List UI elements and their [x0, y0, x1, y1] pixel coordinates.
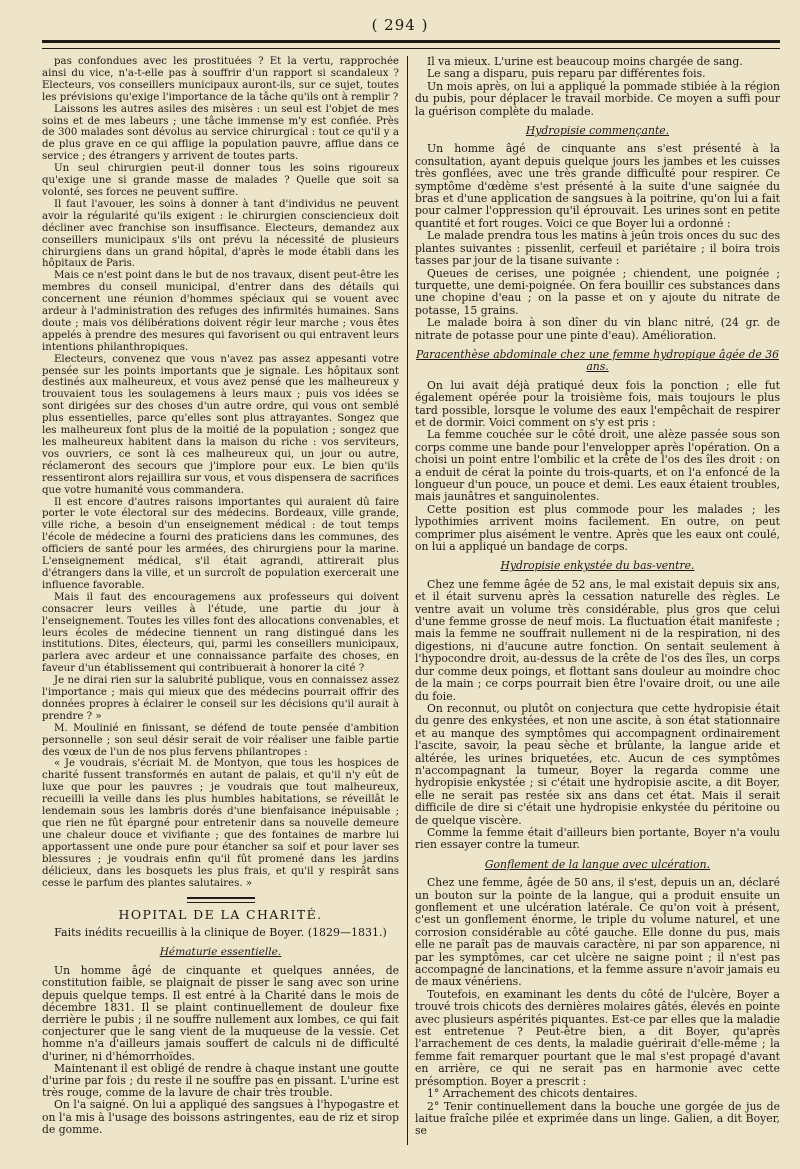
paragraph: Cette position est plus commode pour les malades ; les lypothimies arrivent moins facilement. En outre, on peut comprimer plus aisément le ventre. Après que les eaux ont coulé, on lui a appliqué un bandage de corps. [415, 502, 780, 554]
case-heading: Hématurie essentielle. [159, 946, 282, 959]
paragraph: Le malade prendra tous les matins à jeûn trois onces du suc des plantes suivantes : pissenlit, cerfeuil et pariétaire ; il boira trois tasses par jour de la tisane suivante : [415, 229, 780, 268]
paragraph: Chez une femme, âgée de 50 ans, il s'est, depuis un an, déclaré un bouton sur la pointe de la langue, qui a produit ensuite un gonflement et une ulcération latérale. Ce qu'on voit à présent, c'est un gonflement énorme, le triple du volume naturel, et une corrosion considérable au côté gauche. Elle donne du pus, mais elle ne paraît pas de mauvais caractère, ni par son apparence, ni par les symptômes, car cet ulcère ne saigne point ; il n'est pas accompagné de lancinations, et la femme assure n'avoir jamais eu de maux vénériens. [415, 876, 780, 989]
page-number: ( 294 ) [371, 16, 429, 34]
left-column [42, 56, 399, 1149]
paragraph: Maintenant il est obligé de rendre à chaque instant une goutte d'urine par fois ; du reste il ne souffre pas en pissant. L'urine est très rouge, comme de la lavure de chair très trouble. [42, 1061, 399, 1100]
paragraph: Laissons les autres asiles des misères : un seul est l'objet de mes soins et de mes labeurs ; une tâche immense m'y est confiée. Près de 300 malades sont dévolus au service chirurgical : tout ce qu'il y a de plus grave en ce qui afflige la population pauvre, afflue dans ce service ; des étrangers y arrivent de toutes parts. [42, 103, 399, 163]
column-divider [407, 56, 408, 1145]
paragraph: M. Moulinié en finissant, se défend de toute pensée d'ambition personnelle ; son seul désir serait de voir réaliser une faible partie des vœux de l'un de nos plus fervens philantropes : [42, 722, 399, 758]
paragraph: On lui avait déjà pratiqué deux fois la ponction ; elle fut également opérée pour la troisième fois, mais toujours le plus tard possible, lorsque le volume des eaux l'empêchait de respirer et de dormir. Voici comment on s'y est pris : [415, 378, 780, 429]
case-heading: Hydropisie commençante. [525, 124, 670, 138]
paragraph: 2° Tenir continuellement dans la bouche une gorgée de jus de laitue fraîche pilée et exprimée dans un linge. Galien, a dit Boyer, se [415, 1099, 780, 1138]
paragraph: 1° Arrachement des chicots dentaires. [427, 1087, 638, 1101]
case-heading: Gonflement de la langue avec ulcération. [484, 857, 711, 871]
paragraph: Queues de cerises, une poignée ; chiendent, une poignée ; turquette, une demi-poignée. On fera bouillir ces substances dans une chopine d'eau ; on la passe et on y ajoute du nitrate de potasse, 15 grains. [415, 266, 780, 317]
paragraph: Le sang a disparu, puis reparu par différentes fois. [427, 67, 706, 81]
paragraph: « Je voudrais, s'écriait M. de Montyon, que tous les hospices de charité fussent transformés en autant de palais, et qu'il n'y eût de luxe que pour les pauvres ; je voudrais que tout malheureux, recueilli la veille dans les plus humbles habitations, se réveillât le lendemain sous les lambris dorés d'une bienfaisance inépuisable ; que rien ne fût épargné pour entretenir dans sa nouvelle demeure une chaleur douce et vivifiante ; que des fontaines de marbre lui apportassent une onde pure pour étancher sa soif et pour laver ses blessures ; je voudrais enfin qu'il fût promené dans les jardins délicieux, dans les bosquets les plus frais, et qu'il y respirât sans cesse le parfum des plantes salutaires. » [42, 758, 399, 889]
case-body [42, 965, 399, 1136]
paragraph: Electeurs, convenez que vous n'avez pas assez appesanti votre pensée sur les points importants que je signale. Les hôpitaux sont destinés aux malheureux, et vous avez pensé que les malheureux y trouvaient tous les soulagemens à leurs maux ; puis vos idées se sont dirigées sur des choses d'un autre ordre, qui vous ont semblé plus essentielles, parce qu'elles sont plus attrayantes. Songez que les malheureux font plus de la moitié de la population ; songez que les malheureux habitent dans la maison du riche : vos serviteurs, vos ouvriers, ce sont là ces malheureux qui, un jour ou autre, réclameront des secours que j'implore pour eux. Le bien qu'ils ressentiront alors rejaillira sur vous, et vous dispensera de sacrifices que votre humanité vous commandera. [42, 353, 399, 496]
paragraph: Un homme âgé de cinquante et quelques années, de constitution faible, se plaignait de pisser le sang avec son urine depuis quelque temps. Il est entré à la Charité dans le mois de décembre 1831. Il se plaint continuellement de douleur fixe derrière le pubis ; il ne souffre nullement aux lombes, ce qui fait conjecturer que le sang vient de la muqueuse de la vessie. Cet homme n'a d'ailleurs jamais souffert de calculs ni de difficulté d'uriner, ni d'hémorrhoïdes. [42, 964, 399, 1063]
paragraph: On reconnut, ou plutôt on conjectura que cette hydropisie était du genre des enkystées, et non une ascite, à son état stationnaire et au manque des symptômes qui accompagnent ordinairement l'ascite, savoir, la peau sèche et brûlante, la langue aride et altérée, les urines briquetées, etc. Aucun de ces symptômes n'accompagnant la tumeur, Boyer la regarda comme une hydropisie enkystée ; si c'était une hydropisie ascite, a dit Boyer, elle ne serait pas restée six ans dans cet état. Mais il serait difficile de dire si c'était une hydropisie enkystée du péritoine ou de quelque viscère. [415, 701, 780, 827]
paragraph: Mais ce n'est point dans le but de nos travaux, disent peut-être les membres du conseil municipal, d'entrer dans des détails qui concernent une réunion d'hommes spéciaux qui se vouent avec ardeur à l'administration des refuges des infirmités humaines. Sans doute ; mais vos délibérations doivent régir leur marche ; vous êtes appelés à prendre des mesures qui favorisent ou qui entravent leurs intentions philanthropiques. [42, 270, 399, 353]
section-title: HOPITAL DE LA CHARITÉ. [118, 907, 323, 923]
paragraph: Comme la femme était d'ailleurs bien portante, Boyer n'a voulu rien essayer contre la tumeur. [415, 825, 780, 852]
paragraph: Un seul chirurgien peut-il donner tous les soins rigoureux qu'exige une si grande masse de malades ? Quelle que soit sa volonté, ses forces ne peuvent suffire. [42, 163, 399, 198]
paragraph: Je ne dirai rien sur la salubrité publique, vous en connaissez assez l'importance ; mais qui mieux que des médecins pourrait offrir des données propres à éclairer le conseil sur les décisions qu'il aurait à prendre ? » [42, 675, 399, 722]
paragraph: La femme couchée sur le côté droit, une alèze passée sous son corps comme une bande pour l'envelopper après l'opération. On a choisi un point entre l'ombilic et la crête de l'os des îles droit : on a enduit de cérat la pointe du trois-quarts, et on l'a enfoncé de la longueur d'un pouce, un pouce et demi. Les eaux étaient troubles, mais jaunâtres et sanguinolentes. [415, 428, 780, 504]
paragraph: Chez une femme âgée de 52 ans, le mal existait depuis six ans, et il était survenu après la cessation naturelle des règles. Le ventre avait un volume très considérable, plus gros que celui d'une femme grosse de neuf mois. La fluctuation était manifeste ; mais la femme ne souffrait nullement ni de la respiration, ni des digestions, ni d'aucune autre fonction. On sentait seulement à l'hypocondre droit, au-dessus de la crête de l'os des îles, un corps dur comme deux poings, et flottant sans douleur au moindre choc de la main ; ce corps pourrait bien être l'ovaire droit, ou une aile du foie. [415, 577, 780, 703]
header-rule [42, 40, 780, 49]
right-column [415, 56, 780, 1149]
section-subtitle: Faits inédits recueillis à la clinique de Boyer. (1829—1831.) [54, 926, 387, 940]
case-heading: Paracenthèse abdominale chez une femme hydropique âgée de 36 ans. [416, 347, 779, 374]
paragraph: Toutefois, en examinant les dents du côté de l'ulcère, Boyer a trouvé trois chicots des dernières molaires gâtés, élevés en pointe avec plusieurs aspérités piquantes. Est-ce par elles que la maladie est entretenue ? Peut-être bien, a dit Boyer, qu'après l'arrachement de ces dents, la maladie guérirait d'elle-même ; la femme fait remarquer pourtant que le mal s'est propagé d'avant en arrière, ce qui ne serait pas en harmonie avec cette présomption. Boyer a prescrit : [415, 987, 780, 1088]
paragraph: Il va mieux. L'urine est beaucoup moins chargée de sang. [427, 56, 743, 68]
paragraph: Mais il faut des encouragemens aux professeurs qui doivent consacrer leurs veilles à l'étude, une partie du jour à l'enseignement. Toutes les villes font des allocations convenables, et leurs écoles de médecine tiennent un rang distingué dans les institutions. Dites, électeurs, qui, parmi les conseillers municipaux, parlera avec ardeur et une connaissance parfaite des choses, en faveur d'un établissement qui contribuerait à honorer la cité ? [42, 591, 399, 675]
paragraph: Il est encore d'autres raisons importantes qui auraient dû faire porter le vote électoral sur des médecins. Bordeaux, ville grande, ville riche, a besoin d'un enseignement médical : de tout temps l'école de médecine a fourni des praticiens dans les communes, des officiers de santé pour les armées, des chirurgiens pour la marine. L'enseignement médical, s'il était agrandi, attirerait plus d'étrangers dans la ville, et un surcroît de population exercerait une influence favorable. [42, 496, 399, 591]
paragraph: Un mois après, on lui a appliqué la pommade stibiée à la région du pubis, pour déplacer le travail morbide. Ce moyen a suffi pour la guérison complète du malade. [415, 79, 780, 118]
paragraph: Il faut l'avouer, les soins à donner à tant d'individus ne peuvent avoir la régularité qu'ils exigent : le chirurgien consciencieux doit décliner avec franchise son insuffisance. Electeurs, demandez aux conseillers municipaux s'ils ont prévu la nécessité de plusieurs chirurgiens dans un grand hôpital, d'après le mode établi dans les hôpitaux de Paris. [42, 198, 399, 270]
case-heading: Hydropisie enkystée du bas-ventre. [500, 559, 695, 573]
paragraph: Un homme âgé de cinquante ans s'est présenté à la consultation, ayant depuis quelque jours les jambes et les cuisses très gonflées, avec une très grande difficulté pour respirer. Ce symptôme d'œdème s'est présenté à la suite d'une saignée du bras et d'une application de sangsues à la poitrine, qu'on lui a fait pour calmer l'oppression qu'il éprouvait. Les urines sont en petite quantité et fort rouges. Voici ce que Boyer lui a ordonné : [415, 142, 780, 230]
paragraph: On l'a saigné. On lui a appliqué des sangsues à l'hypogastre et on l'a mis à l'usage des boissons astringentes, eau de riz et sirop de gomme. [42, 1098, 399, 1136]
paragraph: pas confondues avec les prostituées ? Et la vertu, rapprochée ainsi du vice, n'a-t-elle pas à souffrir d'un rapport si scandaleux ? Electeurs, vos conseillers municipaux auront-ils, sur ce sujet, toutes les prévisions qu'exige l'importance de la tâche qu'ils ont à remplir ? [42, 56, 399, 103]
paragraph: Le malade boira à son dîner du vin blanc nitré, (24 gr. de nitrate de potasse pour une pinte d'eau). Amélioration. [415, 316, 780, 342]
section-separator [187, 897, 255, 903]
